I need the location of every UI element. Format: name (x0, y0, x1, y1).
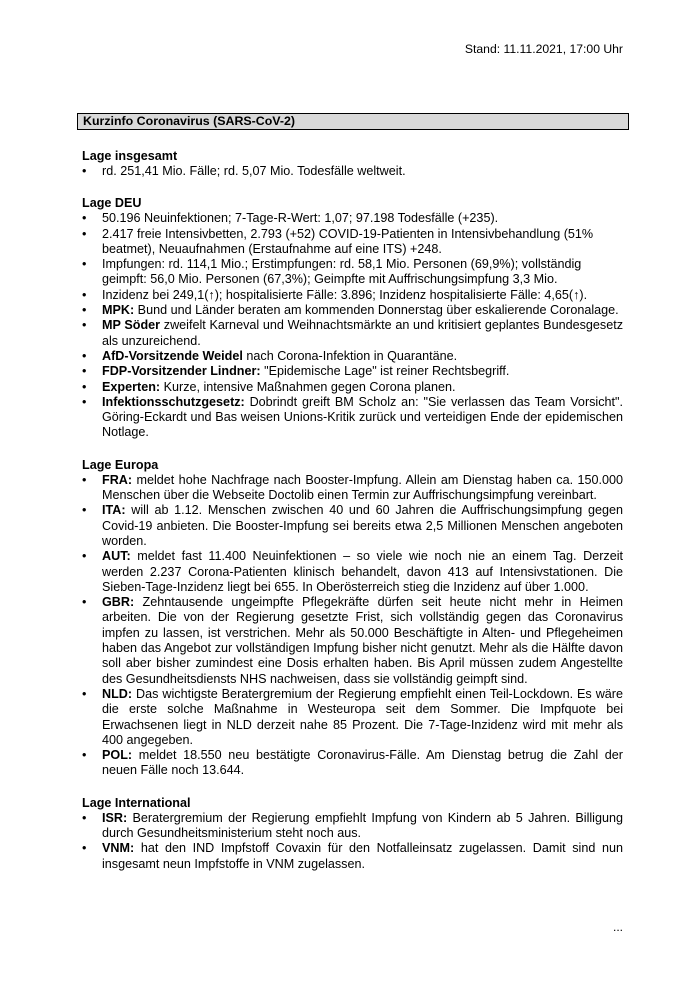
item-text: rd. 251,41 Mio. Fälle; rd. 5,07 Mio. Todesfälle weltweit. (102, 164, 406, 178)
bullet-icon: • (82, 226, 87, 241)
item-text: nach Corona-Infektion in Quarantäne. (242, 348, 458, 363)
list-gesamt (82, 164, 623, 179)
item-label: NLD: (102, 686, 133, 701)
item-text: meldet hohe Nachfrage nach Booster-Impfung. Allein am Dienstag haben ca. 150.000 Menschen über die Webseite Doctolib einen Termin zur Auffrischungsimpfung vereinbart. (102, 472, 623, 503)
item-text: Das wichtigste Beratergremium der Regierung empfiehlt einen Teil-Lockdown. Es wäre die erste solche Maßnahme in Westeuropa seit dem Sommer. Die Impfquote bei Erwachsenen liegt in NLD derzeit nahe 85 Prozent. Die 7-Tage-Inzidenz wird mit mehr als 400 angegeben. (102, 686, 623, 747)
item-label: MPK: (102, 303, 135, 318)
section-heading-gesamt: Lage insgesamt (82, 149, 178, 163)
item-text: Dobrindt greift BM Scholz an: "Sie verlassen das Team Vorsicht". Göring-Eckardt und Bas weisen Unions-Kritik zurück und verteidigen Ende der epidemischen Notlage. (102, 394, 623, 440)
list-item (82, 473, 623, 504)
bullet-icon: • (82, 810, 87, 825)
bullet-icon: • (82, 595, 87, 610)
list-item (82, 503, 623, 549)
bullet-icon: • (82, 748, 87, 763)
status-date: Stand: 11.11.2021, 17:00 Uhr (464, 42, 623, 56)
item-text: will ab 1.12. Menschen zwischen 40 und 60 Jahren die Auffrischungsimpfung gegen Covid-19 anbieten. Die Booster-Impfung sei bereits etwa 2,5 Millionen Menschen angeboten worden. (102, 503, 623, 548)
list-item (82, 811, 623, 842)
bullet-icon: • (82, 472, 87, 487)
item-label: VNM: (102, 841, 135, 856)
item-label: ITA: (102, 503, 126, 518)
bullet-icon: • (82, 164, 87, 178)
bullet-icon: • (82, 841, 87, 856)
bullet-icon: • (82, 257, 87, 272)
bullet-icon: • (82, 686, 87, 701)
list-item (82, 349, 623, 364)
section-heading-europa: Lage Europa (82, 457, 159, 472)
bullet-icon: • (82, 503, 87, 518)
item-text: Inzidenz bei 249,1(↑); hospitalisierte Fälle: 3.896; Inzidenz hospitalisierte Fälle: 4,65(↑). (102, 287, 588, 302)
item-label: ISR: (102, 810, 128, 825)
section-heading-international: Lage International (82, 795, 191, 810)
list-item (82, 748, 623, 779)
item-text: Kurze, intensive Maßnahmen gegen Corona planen. (160, 379, 456, 394)
list-item (82, 549, 623, 595)
list-item (82, 211, 623, 226)
item-text: 2.417 freie Intensivbetten, 2.793 (+52) COVID-19-Patienten in Intensivbehandlung (51% beatmet), Neuaufnahmen (Erstaufnahme auf eine ITS) +248. (102, 226, 594, 256)
bullet-icon: • (82, 379, 87, 394)
item-text: 50.196 Neuinfektionen; 7-Tage-R-Wert: 1,07; 97.198 Todesfälle (+235). (102, 211, 499, 226)
page-title: Kurzinfo Coronavirus (SARS-CoV-2) (77, 113, 629, 130)
item-label: AfD-Vorsitzende Weidel (102, 348, 243, 363)
item-text: meldet 18.550 neu bestätigte Coronavirus-Fälle. Am Dienstag betrug die Zahl der neuen Fälle noch 13.644. (102, 748, 623, 778)
continuation-mark: ... (612, 920, 623, 934)
bullet-icon: • (82, 549, 87, 564)
document-body (82, 148, 623, 872)
item-text: Impfungen: rd. 114,1 Mio.; Erstimpfungen: rd. 58,1 Mio. Personen (69,9%); vollständig geimpft: 56,0 Mio. Personen (67,3%); Geimpfte mit Auffrischungsimpfung 3,3 Mio. (102, 257, 582, 287)
item-text: hat den IND Impfstoff Covaxin für den Notfalleinsatz zugelassen. Damit sind nun insgesamt neun Impfstoffe in VNM zugelassen. (102, 841, 623, 871)
section-heading-deu: Lage DEU (82, 196, 142, 211)
item-text: Zehntausende ungeimpfte Pflegekräfte dürfen seit heute nicht mehr in Heimen arbeiten. Die von der Regierung gesetzte Frist, sich vollständig gegen das Coronavirus impfen zu lassen, ist verstrichen. Mehr als 50.000 Beschäftigte in Alten- und Pflegeheimen haben das Angebot zur vollständigen Impfung bisher nicht genutzt. Mehr als die Hälfte davon soll aber bisher zumindest eine Dosis erhalten haben. Bis April müssen zudem Angestellte des Gesundheitsdiensts NHS nachweisen, dass sie vollständig geimpft sind. (102, 595, 623, 686)
list-europa (82, 473, 623, 779)
bullet-icon: • (82, 211, 87, 226)
list-item (82, 380, 623, 395)
list-item (82, 395, 623, 441)
item-label: Experten: (102, 379, 161, 394)
item-label: FDP-Vorsitzender Lindner: (102, 364, 261, 379)
item-label: MP Söder (102, 318, 161, 333)
list-item (82, 595, 623, 687)
item-label: GBR: (102, 595, 135, 610)
item-text: meldet fast 11.400 Neuinfektionen – so viele wie noch nie an einem Tag. Derzeit werden 2.237 Corona-Patienten klinisch behandelt, davon 413 auf Intensivstationen. Die Sieben-Tage-Inzidenz liegt bei 655. In Oberösterreich stieg die Inzidenz auf über 1.000. (102, 549, 623, 594)
list-item (82, 288, 623, 303)
list-deu (82, 211, 623, 440)
bullet-icon: • (82, 364, 87, 379)
item-text: Beratergremium der Regierung empfiehlt Impfung von Kindern ab 5 Jahren. Billigung durch Gesundheitsministerium steht noch aus. (102, 810, 623, 840)
list-item (82, 227, 623, 258)
bullet-icon: • (82, 303, 87, 318)
list-item (82, 164, 623, 179)
item-text: "Epidemische Lage" ist reiner Rechtsbegriff. (260, 364, 510, 379)
item-text: Bund und Länder beraten am kommenden Donnerstag über eskalierende Coronalage. (134, 303, 619, 318)
bullet-icon: • (82, 348, 87, 363)
list-item (82, 318, 623, 349)
bullet-icon: • (82, 287, 87, 302)
list-item (82, 257, 623, 288)
bullet-icon: • (82, 318, 87, 333)
list-item (82, 687, 623, 748)
list-international (82, 811, 623, 872)
list-item (82, 303, 623, 318)
item-label: POL: (102, 748, 133, 763)
list-item (82, 364, 623, 379)
list-item (82, 841, 623, 872)
bullet-icon: • (82, 394, 87, 409)
item-label: AUT: (102, 549, 131, 564)
item-label: Infektionsschutzgesetz: (102, 394, 245, 409)
item-text: zweifelt Karneval und Weihnachtsmärkte an und kritisiert geplantes Bundesgesetz als unzureichend. (102, 318, 623, 348)
item-label: FRA: (102, 472, 133, 487)
